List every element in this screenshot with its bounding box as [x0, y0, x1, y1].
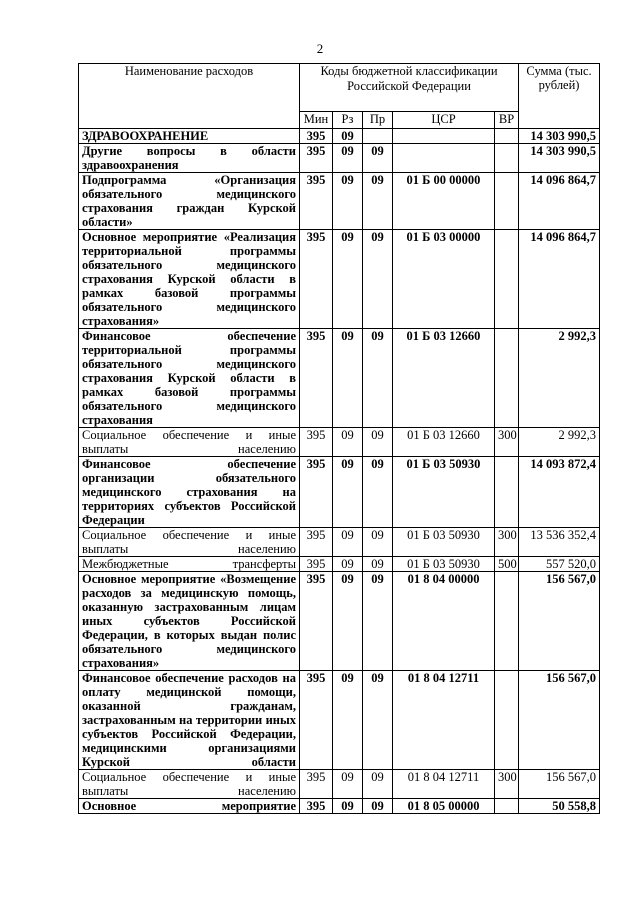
row-rz: 09 [333, 329, 363, 428]
table-row [79, 770, 600, 799]
row-name: Другие вопросы в области здравоохранения [79, 144, 300, 173]
row-min: 395 [300, 770, 333, 799]
row-csr [393, 144, 495, 173]
row-sum: 2 992,3 [519, 428, 600, 457]
row-rz: 09 [333, 230, 363, 329]
row-pr [363, 129, 393, 144]
row-pr: 09 [363, 770, 393, 799]
row-rz: 09 [333, 457, 363, 528]
row-csr: 01 8 05 00000 [393, 799, 495, 814]
table-body [79, 129, 600, 814]
row-sum: 14 093 872,4 [519, 457, 600, 528]
row-min: 395 [300, 173, 333, 230]
row-min: 395 [300, 671, 333, 770]
table-row [79, 557, 600, 572]
row-name: Финансовое обеспечение расходов на оплату медицинской помощи, оказанной гражданам, застрахованным на территории иных субъектов Российской Федерации, медицинскими организациями Курской области [79, 671, 300, 770]
row-vr: 300 [495, 770, 519, 799]
table-row [79, 457, 600, 528]
column-header-rz: Рз [333, 112, 363, 129]
row-csr: 01 8 04 12711 [393, 671, 495, 770]
table-row [79, 428, 600, 457]
row-pr: 09 [363, 457, 393, 528]
table-row [79, 129, 600, 144]
table-row [79, 230, 600, 329]
row-name: Финансовое обеспечение территориальной программы обязательного медицинского страхования Курской области в рамках базовой программы обязательного медицинского страхования [79, 329, 300, 428]
row-sum: 156 567,0 [519, 770, 600, 799]
row-pr: 09 [363, 572, 393, 671]
row-csr [393, 129, 495, 144]
row-rz: 09 [333, 144, 363, 173]
row-pr: 09 [363, 528, 393, 557]
row-csr: 01 8 04 12711 [393, 770, 495, 799]
row-rz: 09 [333, 770, 363, 799]
page-number: 2 [316, 41, 324, 56]
table-row [79, 671, 600, 770]
table-row [79, 799, 600, 814]
row-min: 395 [300, 557, 333, 572]
row-vr: 300 [495, 528, 519, 557]
row-min: 395 [300, 329, 333, 428]
row-sum: 50 558,8 [519, 799, 600, 814]
row-vr [495, 230, 519, 329]
row-sum: 14 096 864,7 [519, 173, 600, 230]
row-csr: 01 8 04 00000 [393, 572, 495, 671]
row-vr [495, 572, 519, 671]
column-header-vr: ВР [495, 112, 519, 129]
row-pr: 09 [363, 173, 393, 230]
row-rz: 09 [333, 572, 363, 671]
table-row [79, 528, 600, 557]
column-header-min: Мин [300, 112, 333, 129]
row-min: 395 [300, 799, 333, 814]
row-min: 395 [300, 230, 333, 329]
row-vr [495, 671, 519, 770]
row-name: Социальное обеспечение и иные выплаты населению [79, 770, 300, 799]
row-name: Финансовое обеспечение организации обязательного медицинского страхования на территориях субъектов Российской Федерации [79, 457, 300, 528]
row-name: Основное мероприятие «Возмещение расходов за медицинскую помощь, оказанную застрахованным лицам иных субъектов Российской Федерации, в которых выдан полис обязательного медицинского страхования» [79, 572, 300, 671]
row-vr [495, 457, 519, 528]
row-min: 395 [300, 129, 333, 144]
row-min: 395 [300, 457, 333, 528]
row-csr: 01 Б 03 50930 [393, 457, 495, 528]
column-header-name: Наименование расходов [79, 64, 300, 129]
row-csr: 01 Б 03 12660 [393, 428, 495, 457]
row-sum: 557 520,0 [519, 557, 600, 572]
row-pr: 09 [363, 329, 393, 428]
row-sum: 156 567,0 [519, 671, 600, 770]
row-vr [495, 329, 519, 428]
row-csr: 01 Б 03 50930 [393, 557, 495, 572]
row-vr [495, 799, 519, 814]
budget-table [78, 63, 600, 814]
row-rz: 09 [333, 799, 363, 814]
row-name: Социальное обеспечение и иные выплаты населению [79, 528, 300, 557]
row-min: 395 [300, 428, 333, 457]
row-vr [495, 173, 519, 230]
column-header-codes: Коды бюджетной классификации Российской Федерации [300, 64, 519, 112]
row-rz: 09 [333, 173, 363, 230]
table-row [79, 329, 600, 428]
row-sum: 14 096 864,7 [519, 230, 600, 329]
row-name: Основное мероприятие «Реализация территориальной программы обязательного медицинского страхования Курской области в рамках базовой программы обязательного медицинского страхования» [79, 230, 300, 329]
row-rz: 09 [333, 671, 363, 770]
row-pr: 09 [363, 144, 393, 173]
row-min: 395 [300, 528, 333, 557]
row-sum: 13 536 352,4 [519, 528, 600, 557]
row-sum: 156 567,0 [519, 572, 600, 671]
row-vr: 500 [495, 557, 519, 572]
row-csr: 01 Б 03 12660 [393, 329, 495, 428]
row-vr: 300 [495, 428, 519, 457]
row-rz: 09 [333, 129, 363, 144]
table-row [79, 173, 600, 230]
row-pr: 09 [363, 671, 393, 770]
row-pr: 09 [363, 799, 393, 814]
row-name: Подпрограмма «Организация обязательного медицинского страхования граждан Курской области» [79, 173, 300, 230]
column-header-csr: ЦСР [393, 112, 495, 129]
row-rz: 09 [333, 557, 363, 572]
row-sum: 2 992,3 [519, 329, 600, 428]
row-pr: 09 [363, 230, 393, 329]
table-row [79, 572, 600, 671]
row-min: 395 [300, 572, 333, 671]
row-rz: 09 [333, 528, 363, 557]
row-name: ЗДРАВООХРАНЕНИЕ [79, 129, 300, 144]
row-sum: 14 303 990,5 [519, 144, 600, 173]
table-row [79, 144, 600, 173]
row-sum: 14 303 990,5 [519, 129, 600, 144]
row-pr: 09 [363, 428, 393, 457]
row-name: Социальное обеспечение и иные выплаты населению [79, 428, 300, 457]
row-min: 395 [300, 144, 333, 173]
row-vr [495, 144, 519, 173]
column-header-sum: Сумма (тыс. рублей) [519, 64, 600, 129]
row-pr: 09 [363, 557, 393, 572]
row-csr: 01 Б 00 00000 [393, 173, 495, 230]
row-csr: 01 Б 03 00000 [393, 230, 495, 329]
column-header-pr: Пр [363, 112, 393, 129]
row-name: Основное мероприятие [79, 799, 300, 814]
row-csr: 01 Б 03 50930 [393, 528, 495, 557]
row-name: Межбюджетные трансферты [79, 557, 300, 572]
row-vr [495, 129, 519, 144]
row-rz: 09 [333, 428, 363, 457]
